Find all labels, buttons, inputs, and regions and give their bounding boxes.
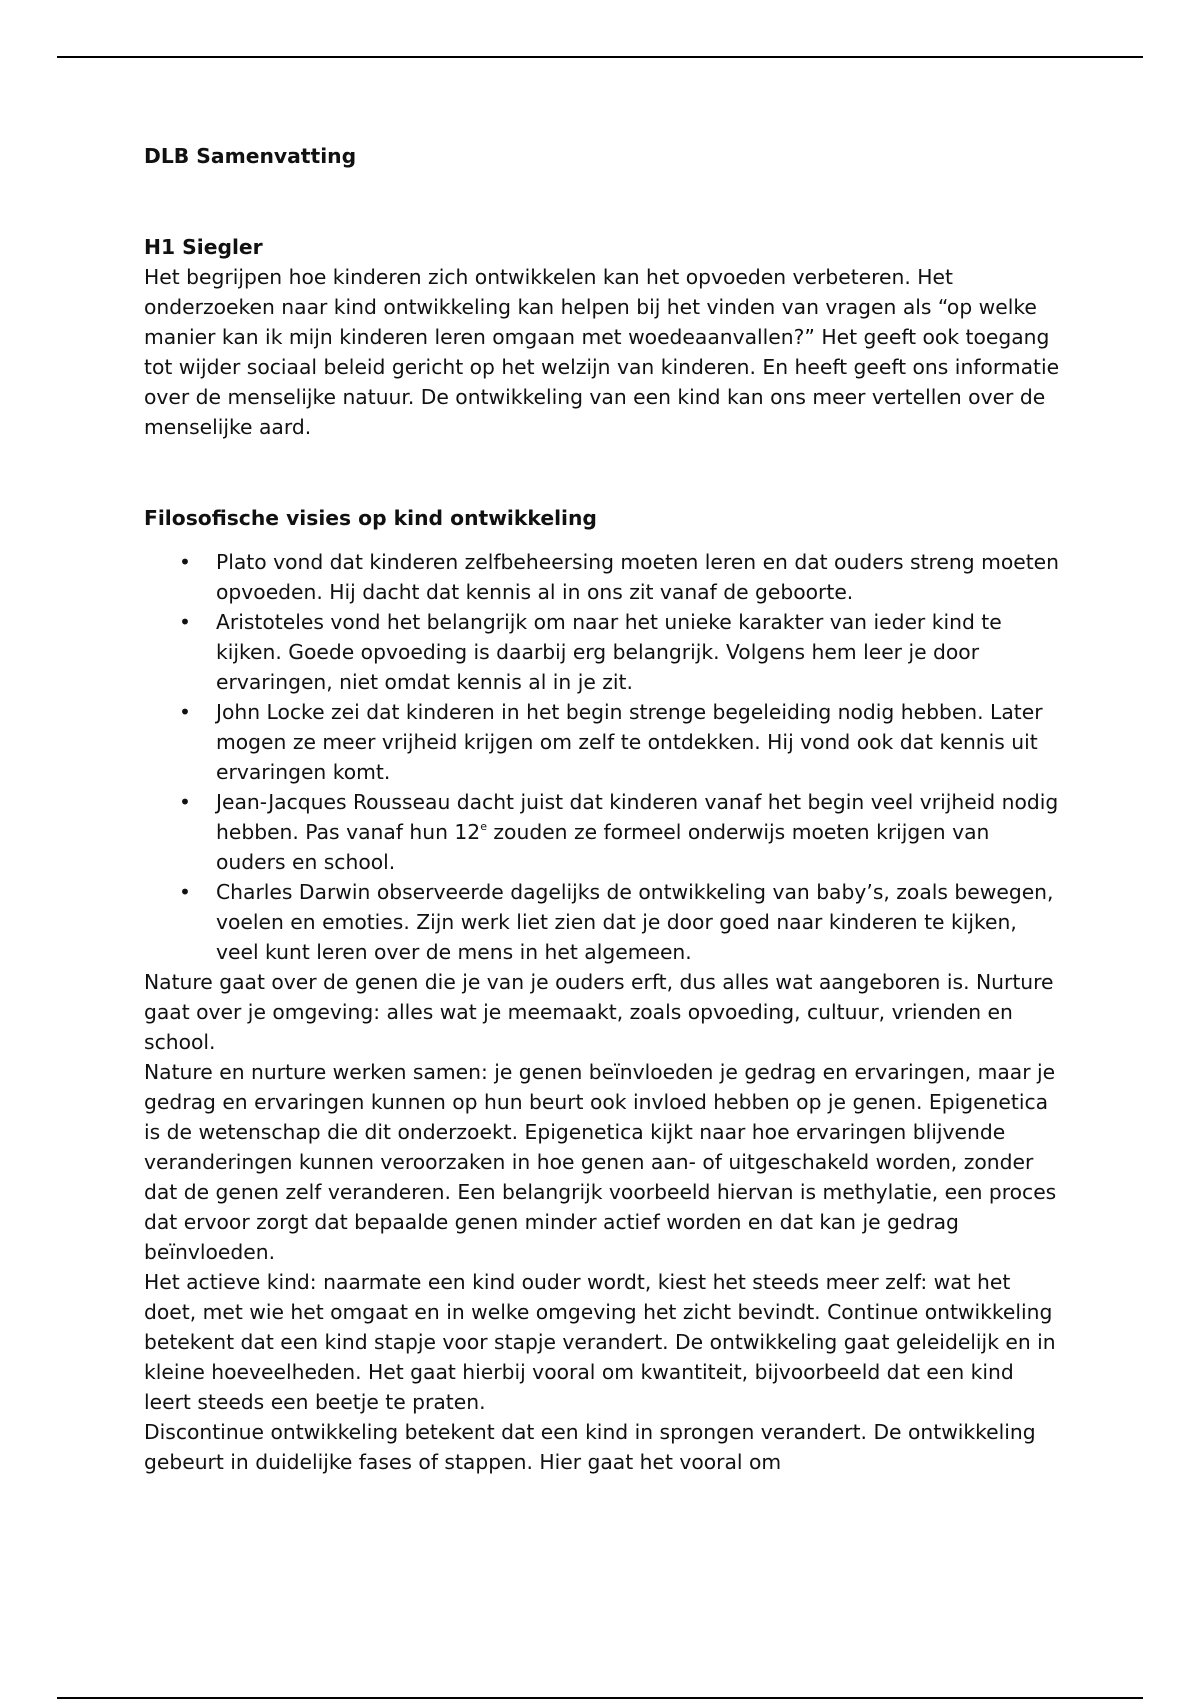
- epigenetics-paragraph: Nature en nurture werken samen: je genen beïnvloeden je gedrag en ervaringen, maar je gedrag en ervaringen kunnen op hun beurt ook invloed hebben op je genen. Epigenetica is de wetenschap die dit onderzoekt. Epigenetica kijkt naar hoe ervaringen blijvende veranderingen kunnen veroorzaken in hoe genen aan- of uitgeschakeld worden, zonder dat de genen zelf veranderen. Een belangrijk voorbeeld hiervan is methylatie, een proces dat ervoor zorgt dat bepaalde genen minder actief worden en dat kan je gedrag beïnvloeden.: [144, 1060, 1057, 1264]
- bullet-icon: •: [179, 790, 191, 814]
- list-item-locke: [144, 697, 1064, 787]
- section-heading-h1-siegler: H1 Siegler: [144, 235, 263, 259]
- bullet-icon: •: [179, 550, 191, 574]
- list-item-aristoteles: [144, 607, 1064, 697]
- rousseau-text-before: Jean-Jacques Rousseau dacht juist dat kinderen vanaf het begin veel vrijheid nodig hebben. Pas vanaf hun 12: [216, 790, 1059, 844]
- active-child-paragraph: Het actieve kind: naarmate een kind ouder wordt, kiest het steeds meer zelf: wat het doet, met wie het omgaat en in welke omgeving het zicht bevindt. Continue ontwikkeling betekent dat een kind stapje voor stapje verandert. De ontwikkeling gaat geleidelijk en in kleine hoeveelheden. Het gaat hierbij vooral om kwantiteit, bijvoorbeeld dat een kind leert steeds een beetje te praten.: [144, 1270, 1056, 1414]
- list-item-text: John Locke zei dat kinderen in het begin strenge begeleiding nodig hebben. Later mogen ze meer vrijheid krijgen om zelf te ontdekken. Hij vond ook dat kennis uit ervaringen komt.: [216, 700, 1043, 784]
- list-item-darwin: [144, 877, 1064, 967]
- list-item-plato: [144, 547, 1064, 607]
- document-title: DLB Samenvatting: [144, 144, 357, 168]
- page-top-rule: [57, 56, 1143, 58]
- nature-nurture-paragraph: Nature gaat over de genen die je van je ouders erft, dus alles wat aangeboren is. Nurture gaat over je omgeving: alles wat je meemaakt, zoals opvoeding, cultuur, vrienden en school.: [144, 970, 1054, 1054]
- bullet-icon: •: [179, 610, 191, 634]
- list-item-text: [216, 790, 1058, 874]
- list-item-text: Charles Darwin observeerde dagelijks de ontwikkeling van baby’s, zoals bewegen, voelen en emoties. Zijn werk liet zien dat je door goed naar kinderen te kijken, veel kunt leren over de mens in het algemeen.: [216, 880, 1054, 964]
- list-item-text: Aristoteles vond het belangrijk om naar het unieke karakter van ieder kind te kijken. Goede opvoeding is daarbij erg belangrijk. Volgens hem leer je door ervaringen, niet omdat kennis al in je zit.: [216, 610, 1002, 694]
- philosophy-bullet-list: [144, 547, 1064, 967]
- ordinal-superscript: e: [480, 820, 487, 833]
- bullet-icon: •: [179, 700, 191, 724]
- list-item-rousseau: [144, 787, 1064, 877]
- rousseau-text-after: zouden ze formeel onderwijs moeten krijgen van ouders en school.: [216, 820, 990, 874]
- list-item-text: Plato vond dat kinderen zelfbeheersing moeten leren en dat ouders streng moeten opvoeden. Hij dacht dat kennis al in ons zit vanaf de geboorte.: [216, 550, 1060, 604]
- intro-paragraph: Het begrijpen hoe kinderen zich ontwikkelen kan het opvoeden verbeteren. Het onderzoeken naar kind ontwikkeling kan helpen bij het vinden van vragen als “op welke manier kan ik mijn kinderen leren omgaan met woedeaanvallen?” Het geeft ook toegang tot wijder sociaal beleid gericht op het welzijn van kinderen. En heeft geeft ons informatie over de menselijke natuur. De ontwikkeling van een kind kan ons meer vertellen over de menselijke aard.: [144, 265, 1060, 439]
- section-heading-philosophy: Filosofische visies op kind ontwikkeling: [144, 506, 597, 530]
- discontinuous-paragraph: Discontinue ontwikkeling betekent dat een kind in sprongen verandert. De ontwikkeling gebeurt in duidelijke fases of stappen. Hier gaat het vooral om: [144, 1420, 1036, 1474]
- page-bottom-rule: [57, 1697, 1143, 1699]
- bullet-icon: •: [179, 880, 191, 904]
- document-body: [144, 141, 1064, 1477]
